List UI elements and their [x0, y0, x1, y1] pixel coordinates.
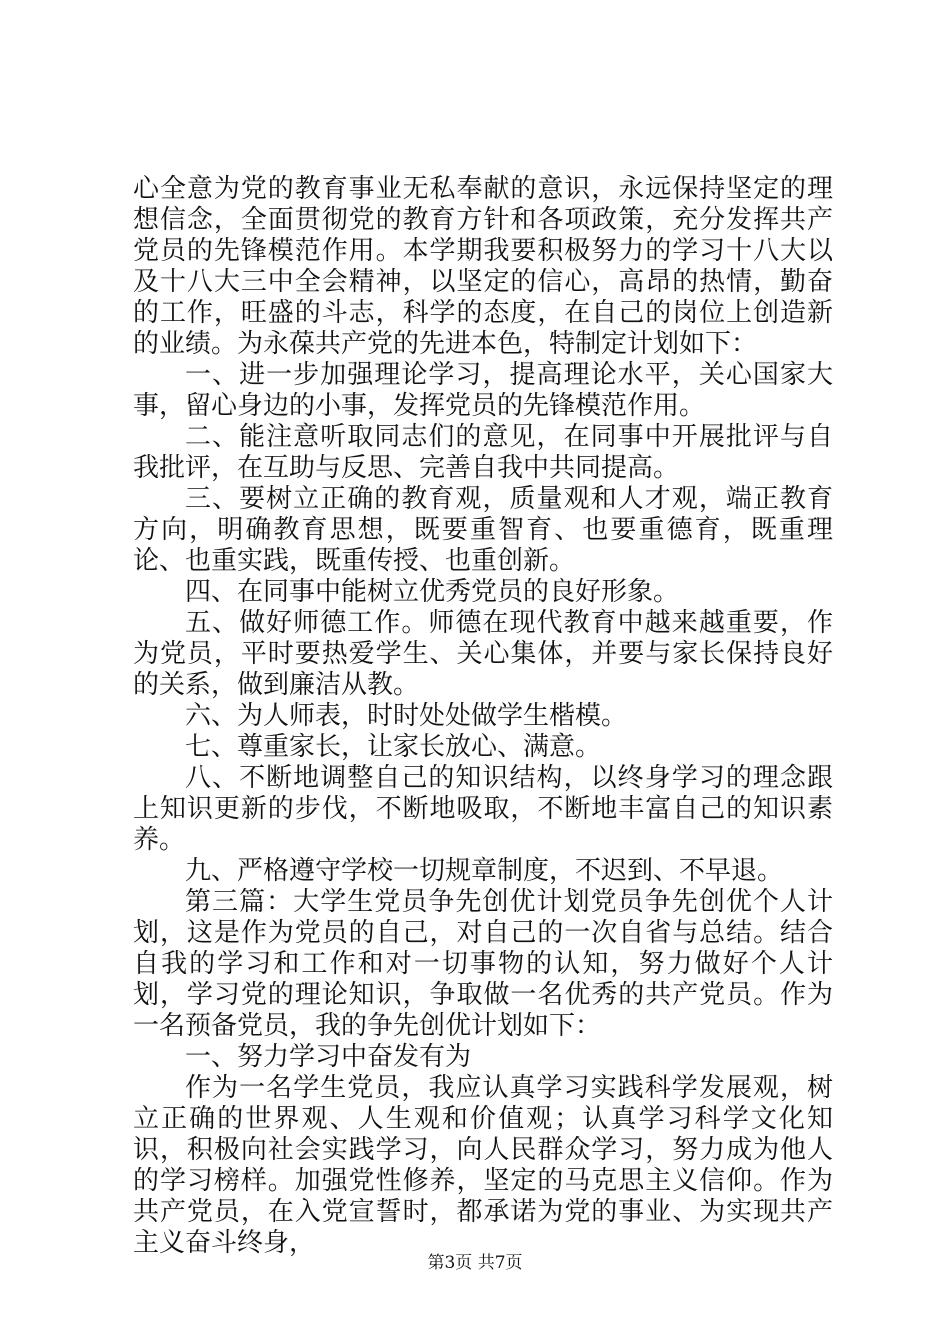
- paragraph-2: 一、进一步加强理论学习，提高理论水平，关心国家大事，留心身边的小事，发挥党员的先锋模范作用。: [133, 360, 833, 421]
- paragraph-3: 二、能注意听取同志们的意见，在同事中开展批评与自我批评，在互助与反思、完善自我中共同提高。: [133, 422, 833, 483]
- paragraph-9: 八、不断地调整自己的知识结构，以终身学习的理念跟上知识更新的步伐，不断地吸取，不断地丰富自己的知识素养。: [133, 763, 833, 855]
- paragraph-1: 心全意为党的教育事业无私奉献的意识，永远保持坚定的理想信念，全面贯彻党的教育方针和各项政策，充分发挥共产党员的先锋模范作用。本学期我要积极努力的学习十八大以及十八大三中全会精神，以坚定的信心，高昂的热情，勤奋的工作，旺盛的斗志，科学的态度，在自己的岗位上创造新的业绩。为永葆共产党的先进本色，特制定计划如下：: [133, 174, 833, 359]
- paragraph-13: 作为一名学生党员，我应认真学习实践科学发展观，树立正确的世界观、人生观和价值观；认真学习科学文化知识，积极向社会实践学习，向人民群众学习，努力成为他人的学习榜样。加强党性修养，坚定的马克思主义信仰。作为共产党员，在入党宣誓时，都承诺为党的事业、为实现共产主义奋斗终身，: [133, 1073, 833, 1258]
- paragraph-8: 七、尊重家长，让家长放心、满意。: [185, 732, 602, 762]
- paragraph-7: 六、为人师表，时时处处做学生楷模。: [185, 701, 628, 731]
- paragraph-12: 一、努力学习中奋发有为: [185, 1042, 472, 1072]
- page-number-footer: 第3页 共7页: [427, 1253, 523, 1273]
- paragraph-6: 五、做好师德工作。师德在现代教育中越来越重要，作为党员，平时要热爱学生、关心集体，并要与家长保持良好的关系，做到廉洁从教。: [133, 608, 833, 700]
- paragraph-10: 九、严格遵守学校一切规章制度，不迟到、不早退。: [185, 856, 784, 886]
- document-body: [133, 174, 833, 1259]
- paragraph-5: 四、在同事中能树立优秀党员的良好形象。: [185, 577, 680, 607]
- paragraph-4: 三、要树立正确的教育观，质量观和人才观，端正教育方向，明确教育思想，既要重智育、也要重德育，既重理论、也重实践，既重传授、也重创新。: [133, 484, 833, 576]
- paragraph-11: 第三篇：大学生党员争先创优计划党员争先创优个人计划，这是作为党员的自己，对自己的一次自省与总结。结合自我的学习和工作和对一切事物的认知，努力做好个人计划，学习党的理论知识，争取做一名优秀的共产党员。作为一名预备党员，我的争先创优计划如下：: [133, 887, 833, 1041]
